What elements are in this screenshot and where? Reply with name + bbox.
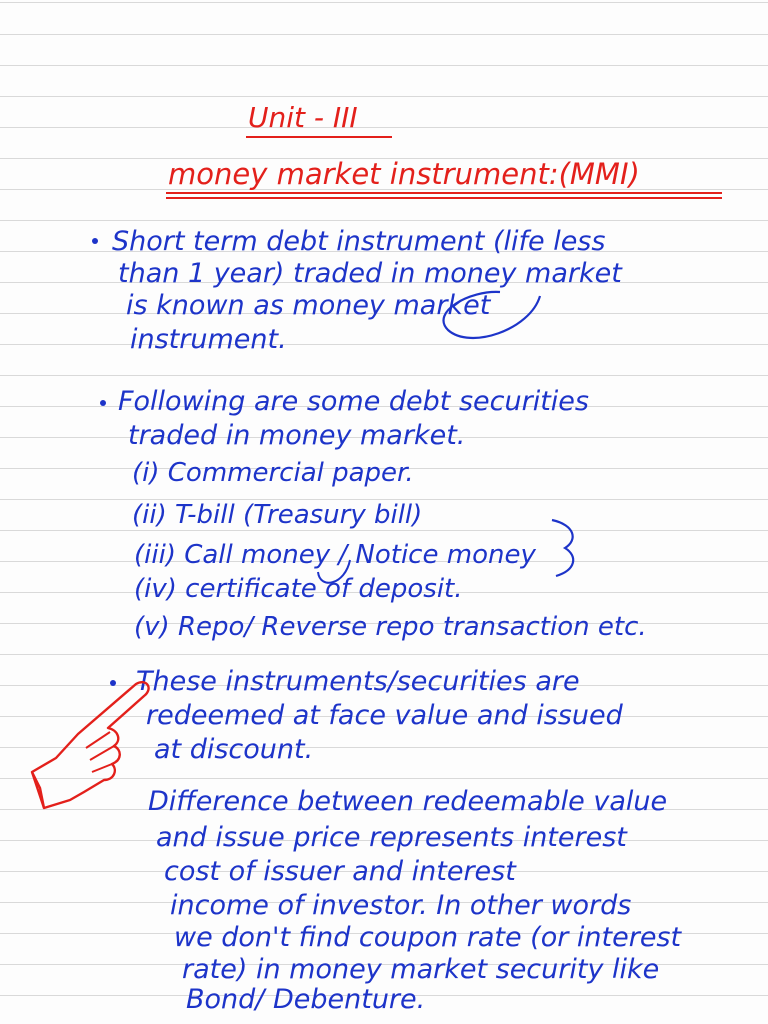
- discount-note-line: Difference between redeemable value: [148, 786, 668, 817]
- discount-note-line: rate) in money market security like: [182, 954, 660, 985]
- discount-note-line: and issue price represents interest: [156, 822, 627, 853]
- unit-heading-underline: [246, 136, 392, 138]
- definition-line: instrument.: [130, 324, 287, 355]
- bullet-definition: [92, 238, 98, 244]
- securities-intro-line: Following are some debt securities: [118, 386, 589, 417]
- security-item-t-bill: (ii) T-bill (Treasury bill): [132, 500, 423, 530]
- discount-note-line: we don't find coupon rate (or interest: [174, 922, 682, 953]
- discount-line: at discount.: [154, 734, 314, 765]
- discount-note-line: income of investor. In other words: [170, 890, 632, 921]
- topic-heading-underline-2: [166, 197, 722, 199]
- discount-line: These instruments/securities are: [136, 666, 580, 697]
- security-item-commercial-paper: (i) Commercial paper.: [132, 458, 414, 488]
- definition-line: Short term debt instrument (life less: [112, 226, 606, 257]
- security-item-repo: (v) Repo/ Reverse repo transaction etc.: [134, 612, 647, 642]
- definition-line: is known as money market: [126, 290, 491, 321]
- discount-line: redeemed at face value and issued: [146, 700, 623, 731]
- bullet-securities: [100, 400, 106, 406]
- discount-note-line: cost of issuer and interest: [164, 856, 516, 887]
- discount-note-line: Bond/ Debenture.: [186, 984, 426, 1015]
- topic-heading-underline-1: [166, 192, 722, 194]
- brace-stroke: [552, 520, 573, 576]
- topic-heading: money market instrument:(MMI): [168, 157, 640, 191]
- security-item-certificate-of-deposit: (iv) certificate of deposit.: [134, 574, 463, 604]
- security-item-call-money: (iii) Call money / Notice money: [134, 540, 536, 570]
- pointing-hand-icon: [26, 668, 156, 818]
- definition-line: than 1 year) traded in money market: [118, 258, 622, 289]
- securities-intro-line: traded in money market.: [128, 420, 466, 451]
- unit-heading: Unit - III: [248, 101, 358, 134]
